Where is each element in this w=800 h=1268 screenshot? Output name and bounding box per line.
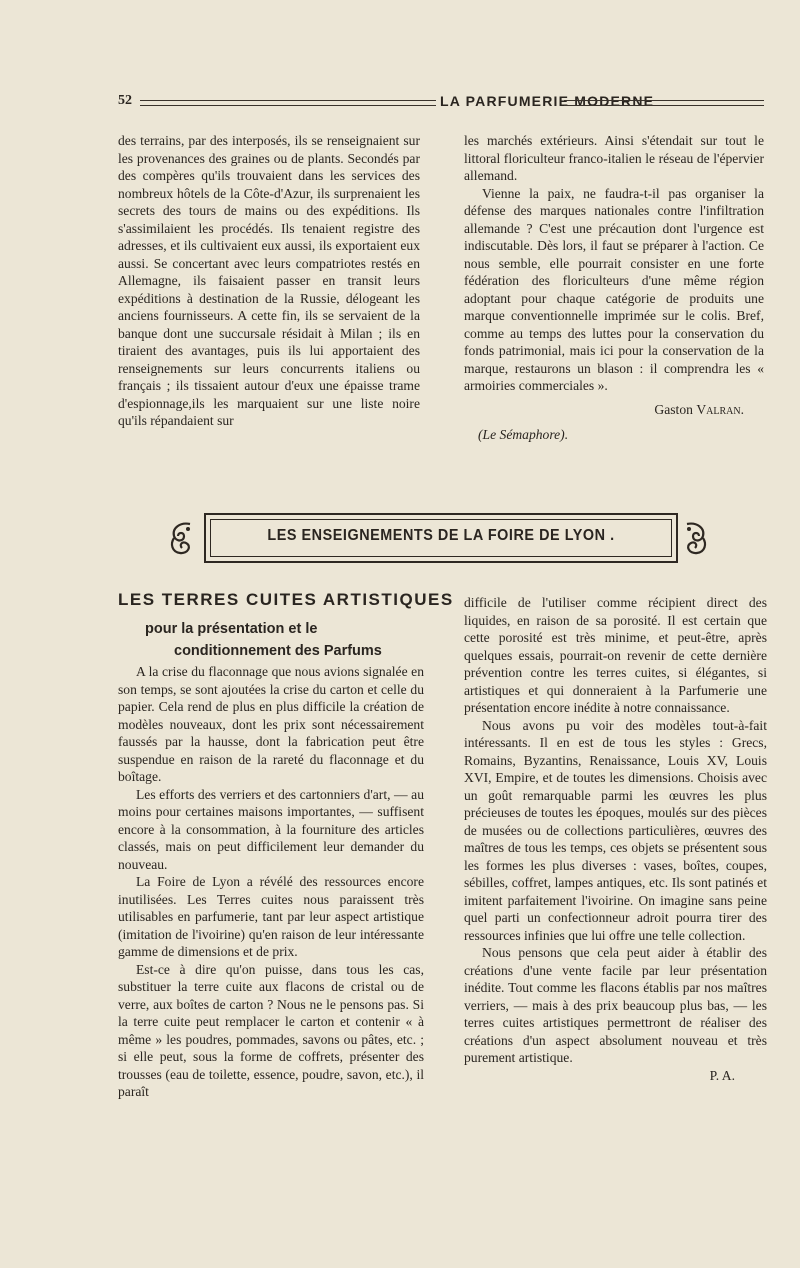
- article-right-paragraph-2: Nous avons pu voir des modèles tout-à-fait intéressants. Il en est de tous les styles : Grecs, Romains, Byzantins, Renaissance, Louis XV, Louis XVI, Empire, et de toutes les dimensions. Choisis avec un goût remarquable parmi les œuvres les plus précieuses de toutes les époques, moulés sur des pièces de musées ou de collections particulières, œuvres des maîtres de tous les temps, ces objets se présentent sous les formes les plus diverses : vases, boîtes, coupes, sébilles, coffret, lampes antiques, etc. Ils sont patinés et imitent parfaitement l'ivoirine. On imagine sans peine quel parti un confectionneur adroit pourra tirer des ressources infinies que lui offre une telle collection.: [464, 717, 767, 943]
- fleuron-ornament-left-icon: [166, 520, 196, 556]
- article-subtitle-line-2: conditionnement des Parfums: [174, 643, 382, 659]
- source-text: (Le Sémaphore).: [478, 427, 569, 442]
- top-article-left-column: [118, 132, 420, 430]
- article-left-column: [118, 663, 424, 1101]
- banner-title: LES ENSEIGNEMENTS DE LA FOIRE DE LYON .: [267, 527, 615, 544]
- article-left-paragraph-4: Est-ce à dire qu'on puisse, dans tous les cas, substituer la terre cuite aux flacons de cristal ou de verre, aux boîtes de carton ? Nous ne le pensons pas. Si la terre cuite peut remplacer le carton et contenir « à même » les poudres, pommades, savons ou pâtes, etc. ; si elle peut, sous la forme de coffrets, présenter des trousses (eau de toilette, essence, poudre, savon, etc.), il paraît: [118, 961, 424, 1099]
- article-signature: P. A.: [709, 1067, 735, 1083]
- article-subtitle-line-1: pour la présentation et le: [145, 621, 318, 637]
- article-left-paragraph-2: Les efforts des verriers et des cartonniers d'art, — au moins pour certaines maisons importantes, — suffisent encore à la consommation, à la fourniture des articles classés, mais on peut difficilement leur demander du nouveau.: [118, 786, 424, 872]
- author-signature: [464, 401, 764, 419]
- article-right-paragraph-1: difficile de l'utiliser comme récipient direct des liquides, en raison de sa porosité. Il est certain que cette porosité est très minime, et peut-être, après quelques essais, pourrait-on revenir de cette dernière prévention contre les terres cuites, si élégantes, si artistiques et qui donneraient à la Parfumerie une présentation encore inédite à notre connaissance.: [464, 595, 767, 715]
- source-citation: [464, 426, 764, 444]
- signature-first-name: Gaston: [654, 401, 693, 417]
- section-banner: [204, 513, 678, 563]
- article-title: LES TERRES CUITES ARTISTIQUES: [118, 590, 454, 609]
- page-number: 52: [118, 93, 132, 108]
- top-right-paragraph-2: Vienne la paix, ne faudra-t-il pas organiser la défense des marques nationales contre l'infiltration allemande ? C'est une précaution dont l'urgence est indiscutable. Dès lors, il faut se préparer à l'action. Ce nous semble, elle pourrait consister en une forte fédération des floriculteurs d'une même région adoptant pour chaque catégorie de produits une marque conventionnelle imprimée sur le colis. Bref, comme au temps des luttes pour la conservation du fonds patrimonial, mais ici pour la conservation de la marque, restaurons un blason : il comprendra les « armoiries commerciales ».: [464, 185, 764, 393]
- article-left-paragraph-1: A la crise du flaconnage que nous avions signalée en son temps, se sont ajoutées la crise du carton et celle du papier. Cela rend de plus en plus difficile la création de modèles nouveaux, dont les prix sont nécessairement faussés par la hausse, dont la fabrication peut être suspendue en raison de la rareté du flaconnage et du boîtage.: [118, 664, 424, 784]
- article-left-paragraph-3: La Foire de Lyon a révélé des ressources encore inutilisées. Les Terres cuites nous paraissent très utilisables en parfumerie, tant par leur aspect artistique (imitation de l'ivoirine) qu'en raison de leur intéressante gamme de dimensions et de prix.: [118, 874, 424, 959]
- top-left-paragraph: des terrains, par des interposés, ils se renseignaient sur les provenances des graines ou de plants. Secondés par des compères qu'ils trouvaient dans les services des nombreux hôtels de la Côte-d'Azur, ils surprenaient les secrets des tours de mains ou des expéditions. Ils s'assimilaient les procédés. Ils tenaient registre des adresses, et ils cultivaient eux aussi, ils exportaient eux aussi. Se concertant avec leurs compatriotes restés en Allemagne, ils faisaient passer en transit leurs expéditions à destination de la Russie, délogeant les anciens fournisseurs. A cette fin, ils se servaient de la banque dont une succursale résidait à Milan ; ils en tiraient des avantages, puis ils lui apportaient des renseignements sur leurs concurrents italiens ou français ; ils tissaient autour d'eux une épaisse trame d'espionnage,ils les marquaient sur une liste noire qu'ils répandaient sur: [118, 133, 420, 428]
- top-right-paragraph-1: les marchés extérieurs. Ainsi s'étendait sur tout le littoral floriculteur franco-italien le réseau de l'épervier allemand.: [464, 133, 764, 183]
- fleuron-ornament-right-icon: [681, 520, 711, 556]
- header-rule-left: [140, 100, 436, 106]
- top-article-right-column: [464, 132, 764, 444]
- header-rule-right: [564, 100, 764, 106]
- running-header: [118, 91, 764, 111]
- running-title: LA PARFUMERIE MODERNE: [440, 93, 655, 109]
- article-right-paragraph-3: Nous pensons que cela peut aider à établir des créations d'une vente facile par leur présentation inédite. Tout comme les flacons établis par nos maîtres verriers, — mais à des prix beaucoup plus bas, — les terres cuites artistiques permettront de réaliser des créations d'un aspect absolument nouveau et très purement artistique.: [464, 945, 767, 1065]
- article-right-column: [464, 594, 767, 1084]
- signature-last-name: Valran.: [696, 401, 744, 417]
